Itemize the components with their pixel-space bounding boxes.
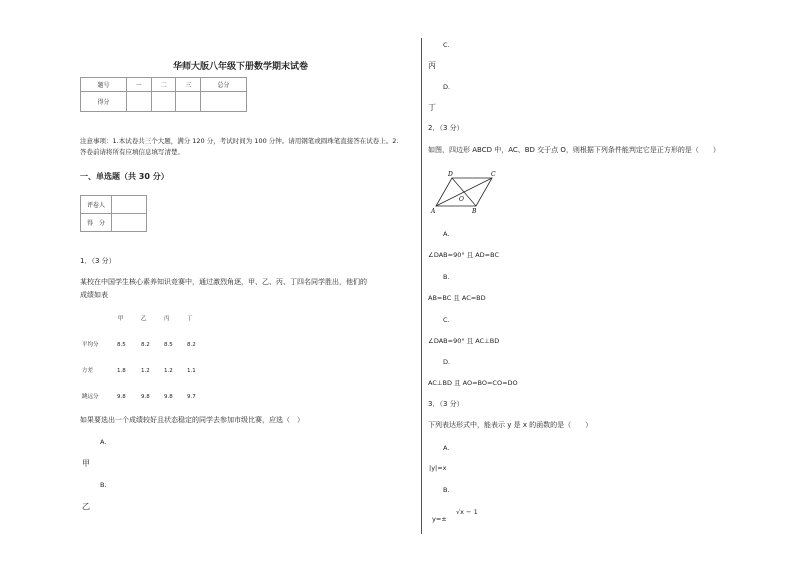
q1-cell: 8.5 [117,342,126,348]
q1-cell: 8.5 [164,342,173,348]
q1-col-header: 甲 [118,316,124,322]
q1-cell: 9.8 [164,394,173,400]
score-header: 一 [126,78,151,92]
q3-number: 3．（3 分） [428,400,464,408]
diagonal-bd [452,178,476,206]
vertex-label-d: D [448,171,453,178]
score-header: 二 [151,78,176,92]
q1-option-c-letter[interactable]: C. [443,41,450,49]
q2-option-a-letter[interactable]: A. [443,230,450,238]
q1-option-a-text: 甲 [82,459,90,468]
score-label: 得 分 [81,214,112,232]
score-cell[interactable] [176,92,201,112]
parallelogram-figure [428,168,500,216]
q1-option-a-letter[interactable]: A. [100,438,107,446]
q1-option-b-text: 乙 [82,502,90,511]
grader-table [80,195,147,232]
notice-line-1: 注意事项：1.本试卷共三个大题，满分 120 分，考试时间为 100 分钟。请用钢笔或圆珠笔直接答在试卷上。2. [80,137,399,145]
q1-stem-line-2: 成绩如表 [80,291,108,299]
q1-row-label: 方差 [82,368,94,374]
q3-option-a-text: |y|=x [429,464,447,472]
q1-number: 1．（3 分） [80,257,116,265]
notice-line-2: 答卷前请将所有应填信息填写清楚。 [80,148,184,156]
q1-question: 如果要选出一个成绩较好且状态稳定的同学去参加市级比赛，应选（ ） [80,416,304,424]
q1-col-header: 丁 [187,316,193,322]
center-label-o: O [459,196,464,203]
q2-number: 2．（3 分） [428,124,464,132]
q1-option-c-text: 丙 [428,61,436,70]
section-title: 一、单选题（共 30 分） [80,172,169,181]
q1-cell: 9.8 [117,394,126,400]
q2-option-d-text: AC⊥BD 且 AO=BO=CO=DO [428,379,518,387]
q1-option-d-text: 丁 [428,103,436,112]
q1-row-label: 跳远分 [82,394,99,400]
vertex-label-a: A [431,208,436,215]
score-header: 题号 [81,78,127,92]
grader-label: 评卷人 [81,196,112,214]
q1-stem-line-1: 某校在中国学生核心素养知识竞赛中，通过激烈角逐，甲、乙、丙、丁四名同学胜出，他们的 [80,278,367,286]
column-divider [421,38,422,534]
q1-cell: 1.8 [117,368,126,374]
q2-option-b-text: AB=BC 且 AC=BD [428,294,486,302]
q1-col-header: 乙 [141,316,147,322]
q1-cell: 8.2 [187,342,196,348]
q1-col-header: 丙 [164,316,170,322]
q1-option-d-letter[interactable]: D. [443,83,451,91]
q2-option-c-text: ∠DAB=90° 且 AC⊥BD [428,337,500,345]
vertex-label-b: B [472,208,477,215]
q1-row-label: 平均分 [82,342,99,348]
q3-option-b-letter[interactable]: B. [443,486,450,494]
grader-cell[interactable] [112,196,147,214]
score-row-label: 得分 [81,92,127,112]
q2-option-b-letter[interactable]: B. [443,273,450,281]
score-cell[interactable] [126,92,151,112]
score-cell[interactable] [151,92,176,112]
q2-option-a-text: ∠DAB=90° 且 AD=BC [428,251,500,259]
q3-stem: 下列表达形式中，能表示 y 是 x 的函数的是（ ） [428,421,593,429]
q2-option-d-letter[interactable]: D. [443,358,451,366]
score-header: 总分 [201,78,247,92]
q1-cell: 8.2 [141,342,150,348]
q1-cell: 1.2 [141,368,150,374]
score-header: 三 [176,78,201,92]
q3-option-b-radical: √x − 1 [456,508,478,516]
score-cell[interactable] [201,92,247,112]
q1-cell: 9.8 [141,394,150,400]
score-cell[interactable] [112,214,147,232]
q1-option-b-letter[interactable]: B. [100,481,107,489]
vertex-label-c: C [491,171,496,178]
exam-title: 华师大版八年级下册数学期末试卷 [173,62,309,72]
q1-cell: 9.7 [187,394,196,400]
q2-option-c-letter[interactable]: C. [443,316,450,324]
q3-option-b-prefix: y=± [432,515,447,523]
q2-stem: 如图，四边形 ABCD 中，AC、BD 交于点 O，则根据下列条件能判定它是正方形的是（ ） [428,146,720,154]
score-table [80,77,247,112]
q1-cell: 1.2 [164,368,173,374]
q3-option-a-letter[interactable]: A. [443,444,450,452]
q1-cell: 1.1 [187,368,196,374]
